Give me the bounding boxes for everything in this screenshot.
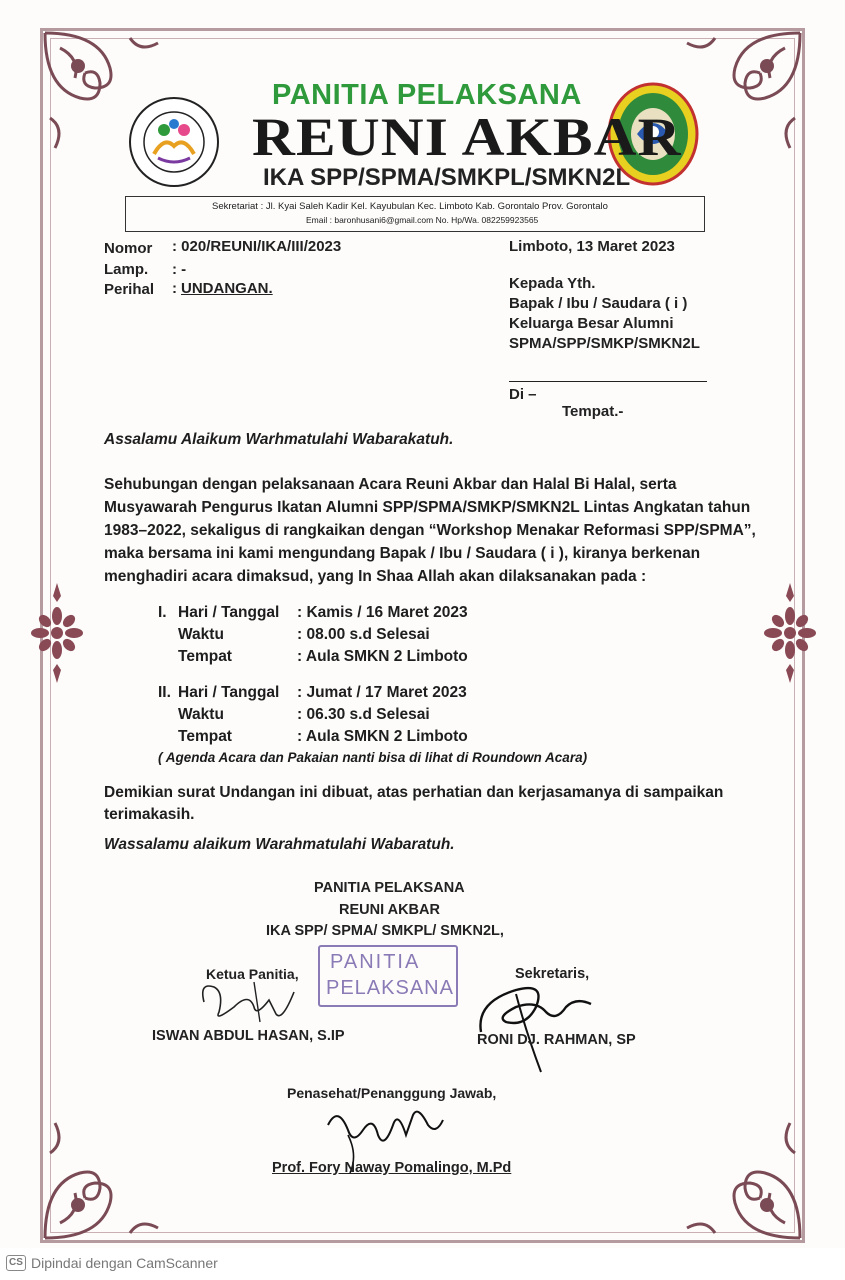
- nomor-label: Nomor: [104, 240, 153, 257]
- recipient-divider: [509, 381, 707, 382]
- flower-ornament-icon: [760, 578, 820, 688]
- contact-info: Email : baronhusani6@gmail.com No. Hp/Wa. 082259923565: [306, 215, 539, 225]
- signature-org: PANITIA PELAKSANA: [314, 880, 465, 896]
- event-time-value: : 08.00 s.d Selesai: [297, 626, 430, 643]
- recipient-di: Di –: [509, 386, 537, 403]
- lamp-value: : -: [172, 261, 187, 278]
- corner-ornament-icon: [685, 28, 805, 158]
- agenda-note: ( Agenda Acara dan Pakaian nanti bisa di lihat di Roundown Acara): [158, 750, 588, 765]
- corner-ornament-icon: [685, 1113, 805, 1243]
- perihal-label: Perihal: [104, 281, 155, 298]
- paragraph-line: terimakasih.: [104, 806, 195, 823]
- signature-org: IKA SPP/ SPMA/ SMKPL/ SMKN2L,: [266, 923, 504, 939]
- recipient-line: Kepada Yth.: [509, 275, 596, 292]
- flower-ornament-icon: [27, 578, 87, 688]
- event-day-value: : Kamis / 16 Maret 2023: [297, 604, 468, 621]
- perihal-value: UNDANGAN.: [181, 280, 273, 297]
- paragraph-line: Sehubungan dengan pelaksanaan Acara Reuni Akbar dan Halal Bi Halal, serta: [104, 476, 677, 493]
- stamp-line: PELAKSANA: [326, 977, 454, 999]
- event-time-label: Waktu: [178, 706, 224, 723]
- paragraph-line: menghadiri acara dimaksud, yang In Shaa Allah akan dilaksanakan pada :: [104, 568, 647, 585]
- stamp-line: PANITIA: [330, 951, 421, 973]
- scanner-watermark: Dipindai dengan CamScanner: [31, 1255, 218, 1271]
- committee-title: PANITIA PELAKSANA: [272, 79, 582, 111]
- paragraph-line: Demikian surat Undangan ini dibuat, atas perhatian dan kerjasamanya di sampaikan: [104, 784, 724, 801]
- recipient-line: Keluarga Besar Alumni: [509, 315, 674, 332]
- nomor-value: : 020/REUNI/IKA/III/2023: [172, 238, 342, 255]
- event-place-label: Tempat: [178, 728, 232, 745]
- recipient-line: Bapak / Ibu / Saudara ( i ): [509, 295, 688, 312]
- closing-greeting: Wassalamu alaikum Warahmatulahi Wabaratuh.: [104, 836, 455, 853]
- event-title: REUNI AKBAR: [252, 107, 682, 167]
- event-place-value: : Aula SMKN 2 Limboto: [297, 648, 468, 665]
- greeting: Assalamu Alaikum Warhmatulahi Wabarakatuh.: [104, 431, 454, 448]
- letter-date: Limboto, 13 Maret 2023: [509, 238, 675, 255]
- signature-org: REUNI AKBAR: [339, 902, 440, 918]
- secretariat-address: Sekretariat : Jl. Kyai Saleh Kadir Kel. Kayubulan Kec. Limboto Kab. Gorontalo Prov. Gorontalo: [212, 201, 608, 212]
- reunion-logo-icon: [128, 96, 220, 188]
- event-day-label: Hari / Tanggal: [178, 604, 280, 621]
- event-time-value: : 06.30 s.d Selesai: [297, 706, 430, 723]
- corner-ornament-icon: [40, 1113, 160, 1243]
- advisor-name: Prof. Fory Naway Pomalingo, M.Pd: [272, 1160, 512, 1176]
- alumni-association-title: IKA SPP/SPMA/SMKPL/SMKN2L: [263, 164, 631, 191]
- event-number: II.: [158, 684, 171, 701]
- event-time-label: Waktu: [178, 626, 224, 643]
- scanner-footer: [0, 1248, 845, 1280]
- event-day-value: : Jumat / 17 Maret 2023: [297, 684, 467, 701]
- paragraph-line: maka bersama ini kami mengundang Bapak / Ibu / Saudara ( i ), kiranya berkenan: [104, 545, 701, 562]
- committee-stamp: [318, 945, 458, 1007]
- paragraph-line: Musyawarah Pengurus Ikatan Alumni SPP/SPMA/SMKP/SMKN2L Lintas Angkatan tahun: [104, 499, 751, 516]
- recipient-tempat: Tempat.-: [562, 403, 624, 420]
- perihal-colon: :: [172, 280, 177, 297]
- cs-logo-icon: CS: [6, 1255, 26, 1271]
- chair-title: Ketua Panitia,: [206, 966, 299, 982]
- chair-name: ISWAN ABDUL HASAN, S.IP: [152, 1028, 345, 1044]
- event-place-value: : Aula SMKN 2 Limboto: [297, 728, 468, 745]
- address-box: [125, 196, 705, 232]
- secretary-signature-icon: [466, 972, 606, 1076]
- chair-signature-icon: [194, 962, 304, 1028]
- event-place-label: Tempat: [178, 648, 232, 665]
- event-day-label: Hari / Tanggal: [178, 684, 280, 701]
- secretary-title: Sekretaris,: [515, 966, 590, 982]
- event-number: I.: [158, 604, 167, 621]
- secretary-name: RONI DJ. RAHMAN, SP: [477, 1032, 636, 1048]
- lamp-label: Lamp.: [104, 261, 149, 278]
- advisor-title: Penasehat/Penanggung Jawab,: [287, 1085, 497, 1101]
- recipient-line: SPMA/SPP/SMKP/SMKN2L: [509, 335, 700, 352]
- paragraph-line: 1983–2022, sekaligus di rangkaikan dengan “Workshop Menakar Reformasi SPP/SPMA”,: [104, 522, 756, 539]
